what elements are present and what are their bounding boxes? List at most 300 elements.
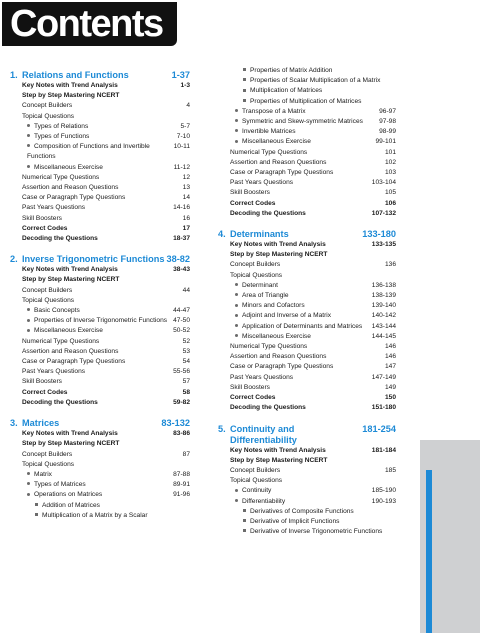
toc-entry-text: Derivatives of Composite Functions [250,507,354,515]
toc-entry-text: Past Years Questions [22,204,86,212]
toc-entry-page: 139-140 [371,302,396,310]
toc-entry[interactable] [22,142,190,162]
toc-entry[interactable] [230,362,396,372]
toc-entry-text: Assertion and Reason Questions [230,353,327,361]
toc-entry-title [230,148,385,158]
toc-entry-title [22,357,183,367]
toc-entry-text: Topical Questions [22,296,75,304]
chapter-number: 1. [10,70,18,80]
toc-entry-title [230,117,379,127]
toc-entry-text: Step by Step Mastering NCERT [22,276,120,284]
toc-entry-title [22,112,190,122]
toc-entry-text: Topical Questions [230,477,283,485]
toc-entry-page: 140-142 [371,312,396,320]
toc-entry[interactable] [22,101,190,111]
toc-entry-page: 146 [384,353,396,361]
toc-entry-title [22,193,183,203]
square-bullet-icon [243,509,246,512]
toc-entry-title [22,316,173,326]
toc-entry-page: 151-180 [371,404,396,412]
toc-entry-page: 181-184 [371,446,396,454]
toc-entry[interactable] [230,117,396,127]
toc-entry[interactable] [230,209,396,219]
toc-entry-page: 99-101 [375,138,396,146]
toc-entry[interactable] [230,178,396,188]
toc-entry-page: 185-190 [371,487,396,495]
toc-entry-title [230,127,379,137]
toc-entry[interactable] [230,250,396,260]
toc-entry-text: Key Notes with Trend Analysis [22,266,118,274]
toc-entry-title [22,122,180,132]
toc-entry-title [230,311,372,321]
chapter-number: 2. [10,254,18,265]
toc-entry-title [22,101,186,111]
toc-entry-title [230,383,385,393]
toc-entry-title [22,224,183,234]
bullet-icon [235,119,238,122]
toc-entry-text: Assertion and Reason Questions [22,347,119,355]
toc-entry-text: Differentiability [242,497,286,505]
toc-entry[interactable] [22,224,190,234]
toc-entry-title [230,507,396,517]
toc-entry-text: Assertion and Reason Questions [22,184,119,192]
toc-entry-title [230,107,379,117]
bullet-icon [27,482,30,485]
toc-entry[interactable] [22,501,190,511]
toc-entry-text: Correct Codes [230,394,276,402]
toc-entry[interactable] [230,403,396,413]
toc-entry-text: Concept Builders [22,102,73,110]
toc-entry-text: Types of Relations [34,122,89,130]
toc-entry-title [22,490,173,500]
toc-entry[interactable] [22,81,190,91]
toc-entry[interactable] [22,306,190,316]
toc-entry[interactable] [22,429,190,439]
toc-entry-page: 57 [182,378,190,386]
toc-entry-page: 12 [182,173,190,181]
toc-entry[interactable] [230,240,396,250]
toc-entry[interactable] [22,296,190,306]
square-bullet-icon [243,519,246,522]
toc-entry-text: Decoding the Questions [22,398,98,406]
toc-entry-page: 147-149 [371,373,396,381]
toc-entry-page: 96-97 [379,107,396,115]
toc-entry-page: 55-56 [173,368,190,376]
toc-entry-text: Case or Paragraph Type Questions [22,194,126,202]
toc-entry[interactable] [230,281,396,291]
toc-entry-title [230,271,396,281]
toc-entry-page: 144-145 [371,332,396,340]
toc-entry-title [230,76,396,86]
square-bullet-icon [35,513,38,516]
toc-entry-page: 14 [182,194,190,202]
toc-entry[interactable] [22,214,190,224]
toc-entry-title [22,132,177,142]
toc-entry-text: Key Notes with Trend Analysis [230,241,326,249]
toc-entry-text: Topical Questions [22,112,75,120]
toc-entry-title [230,66,396,76]
square-bullet-icon [243,529,246,532]
toc-entry[interactable] [230,393,396,403]
toc-entry-title [230,250,396,260]
toc-entry[interactable] [230,137,396,147]
toc-entry-title [22,398,173,408]
toc-entry-title [22,377,183,387]
chapter-block [10,418,190,521]
chapter-title-wrap [218,424,362,446]
toc-entry-text: Skill Boosters [22,378,62,386]
toc-entry-title [22,388,183,398]
toc-entry-title [230,199,385,209]
toc-entry[interactable] [230,507,396,517]
toc-entry-text: Properties of Scalar Multiplication of a Matrix [250,77,381,85]
bullet-icon [27,472,30,475]
toc-entry-page: 59-82 [173,398,190,406]
toc-entry[interactable] [230,271,396,281]
toc-entry-title [22,470,173,480]
contents-title-banner [2,2,177,46]
square-bullet-icon [243,99,246,102]
toc-entry[interactable] [230,97,396,107]
toc-entry-text: Concept Builders [22,286,73,294]
toc-entry[interactable] [230,291,396,301]
toc-entry[interactable] [22,173,190,183]
chapter-heading[interactable] [10,418,190,429]
chapter-title: Inverse Trigonometric Functions [22,254,165,265]
bullet-icon [235,324,238,327]
toc-entry[interactable] [22,480,190,490]
toc-entry[interactable] [230,517,396,527]
toc-entry[interactable] [22,511,190,521]
toc-entry[interactable] [230,352,396,362]
toc-entry-text: Matrix [34,470,52,478]
page-title: Contents [10,3,163,45]
toc-entry-text: Derivative of Implicit Functions [250,517,340,525]
toc-entry-title [230,497,372,507]
bullet-icon [235,129,238,132]
toc-entry-page: 58 [182,388,190,396]
toc-entry[interactable] [230,322,396,332]
toc-entry[interactable] [22,122,190,132]
toc-entry-title [22,286,183,296]
toc-entry[interactable] [22,112,190,122]
toc-entry-title [22,265,173,275]
toc-entry[interactable] [22,193,190,203]
bullet-icon [235,489,238,492]
toc-entry-title [22,460,190,470]
bullet-icon [235,140,238,143]
bullet-icon [27,308,30,311]
bullet-icon [27,493,30,496]
toc-entry[interactable] [230,373,396,383]
toc-entry-text: Determinant [242,281,278,289]
toc-entry-page: 146 [384,343,396,351]
toc-entry-text: Types of Matrices [34,481,86,489]
toc-entry-text: Miscellaneous Exercise [34,327,103,335]
toc-entry[interactable] [22,357,190,367]
chapter-item-list [230,66,396,219]
toc-entry-title [230,178,372,188]
toc-entry[interactable] [230,383,396,393]
chapter-pages: 83-132 [161,418,190,429]
toc-entry[interactable] [22,203,190,213]
toc-entry-text: Past Years Questions [230,373,294,381]
toc-entry-page: 50-52 [173,327,190,335]
toc-entry[interactable] [22,265,190,275]
chapter-title-wrap [10,70,129,81]
toc-entry-text: Step by Step Mastering NCERT [230,456,328,464]
toc-entry[interactable] [22,234,190,244]
toc-entry[interactable] [230,446,396,456]
toc-entry-page: 136 [384,261,396,269]
toc-entry-page: 44-47 [173,307,190,315]
toc-entry-title [22,326,173,336]
square-bullet-icon [243,89,246,92]
chapter-heading[interactable] [10,70,190,81]
toc-entry-text: Properties of Inverse Trigonometric Functions [34,317,168,325]
decorative-blue-bar [426,470,432,633]
bullet-icon [27,134,30,137]
toc-entry-text: Past Years Questions [22,368,86,376]
toc-entry-title [230,476,396,486]
toc-entry-page: 105 [384,189,396,197]
toc-entry-text: Assertion and Reason Questions [230,158,327,166]
toc-entry[interactable] [230,456,396,466]
toc-entry-title [22,203,173,213]
toc-entry-title [230,188,385,198]
bullet-icon [27,124,30,127]
toc-entry[interactable] [22,183,190,193]
toc-entry-text: Skill Boosters [22,214,62,222]
toc-entry[interactable] [230,527,396,537]
toc-entry-page: 87 [182,450,190,458]
toc-entry-page: 54 [182,358,190,366]
toc-entry-text: Composition of Functions and Invertible Functions [27,143,150,161]
chapter-item-list [22,81,190,244]
toc-entry[interactable] [230,332,396,342]
toc-entry-title [230,362,385,372]
toc-entry-page: 14-16 [173,204,190,212]
chapter-pages: 181-254 [362,423,396,434]
toc-entry[interactable] [230,486,396,496]
toc-entry-text: Correct Codes [230,199,276,207]
toc-entry-text: Minors and Cofactors [242,302,305,310]
toc-entry[interactable] [22,450,190,460]
toc-entry-text: Step by Step Mastering NCERT [22,440,120,448]
toc-entry-text: Numerical Type Questions [22,173,100,181]
bullet-icon [235,109,238,112]
toc-entry-title [230,209,372,219]
chapter-number: 3. [10,418,18,429]
toc-entry-page: 107-132 [371,209,396,217]
chapter-item-list [22,429,190,521]
toc-entry-page: 138-139 [371,292,396,300]
toc-entry-page: 83-86 [173,430,190,438]
toc-entry-text: Symmetric and Skew-symmetric Matrices [242,118,363,126]
toc-entry[interactable] [230,158,396,168]
chapter-title-wrap [10,418,59,429]
toc-entry[interactable] [22,377,190,387]
bullet-icon [235,304,238,307]
toc-entry-page: 7-10 [176,133,190,141]
toc-entry[interactable] [22,367,190,377]
toc-entry[interactable] [230,127,396,137]
toc-entry-text: Miscellaneous Exercise [34,163,103,171]
toc-entry-text: Concept Builders [230,466,281,474]
chapter-pages: 38-82 [166,254,190,265]
toc-entry-page: 47-50 [173,317,190,325]
toc-entry[interactable] [230,86,396,96]
toc-entry-title [22,234,173,244]
toc-entry[interactable] [22,91,190,101]
toc-entry-page: 1-3 [180,82,190,89]
toc-entry-text: Skill Boosters [230,189,270,197]
toc-entry[interactable] [230,466,396,476]
chapter-item-list [22,265,190,408]
toc-entry[interactable] [230,311,396,321]
toc-entry-text: Correct Codes [22,388,68,396]
toc-entry-title [230,342,385,352]
toc-entry-page: 38-43 [173,266,190,274]
toc-entry[interactable] [230,66,396,76]
toc-entry-text: Area of Triangle [242,292,289,300]
toc-entry[interactable] [230,476,396,486]
chapter-heading[interactable] [218,229,396,240]
toc-entry-text: Invertible Matrices [242,128,296,136]
toc-entry[interactable] [22,132,190,142]
toc-entry[interactable] [22,286,190,296]
toc-entry[interactable] [230,107,396,117]
toc-entry[interactable] [230,76,396,86]
toc-entry-title [22,163,174,173]
chapter-heading[interactable] [218,424,396,446]
toc-entry-page: 133-135 [371,241,396,249]
toc-entry-page: 16 [182,214,190,222]
toc-entry-title [22,173,183,183]
toc-entry[interactable] [230,342,396,352]
chapter-title-wrap [218,229,289,240]
toc-entry[interactable] [22,347,190,357]
toc-entry-text: Derivative of Inverse Trigonometric Functions [250,528,383,536]
toc-entry-text: Case or Paragraph Type Questions [230,169,334,177]
toc-entry-text: Addition of Matrices [42,501,100,509]
toc-entry-text: Decoding the Questions [230,404,306,412]
toc-entry-text: Transpose of a Matrix [242,107,306,115]
toc-entry[interactable] [22,490,190,500]
square-bullet-icon [243,68,246,71]
toc-entry-text: Key Notes with Trend Analysis [230,446,326,454]
toc-entry-title [230,260,385,270]
chapter-block [218,229,396,413]
chapter-number: 5. [218,423,226,434]
toc-entry-page: 11-12 [173,163,190,171]
toc-entry[interactable] [22,275,190,285]
bullet-icon [235,499,238,502]
toc-entry[interactable] [230,199,396,209]
contents-column-right [218,66,396,537]
toc-entry[interactable] [22,460,190,470]
toc-entry-text: Skill Boosters [230,383,270,391]
toc-entry-title [22,214,183,224]
toc-entry-page: 17 [182,224,190,232]
toc-entry-page: 97-98 [379,118,396,126]
toc-entry-text: Concept Builders [22,450,73,458]
toc-entry-text: Operations on Matrices [34,491,103,499]
toc-entry[interactable] [230,301,396,311]
toc-entry-page: 150 [384,394,396,402]
toc-entry[interactable] [230,188,396,198]
chapter-pages: 1-37 [171,70,190,80]
chapter-title-wrap [10,254,164,265]
toc-entry-title [22,296,190,306]
toc-entry-page: 185 [384,466,396,474]
toc-entry-text: Continuity [242,487,272,495]
toc-entry[interactable] [22,326,190,336]
toc-entry-title [22,275,190,285]
toc-entry[interactable] [230,168,396,178]
toc-entry-title [230,301,372,311]
toc-entry-title [22,142,174,162]
chapter-heading[interactable] [10,254,190,265]
toc-entry-title [22,367,173,377]
toc-entry-title [230,240,372,250]
chapter-title: Continuity and Differentiability [230,423,297,445]
toc-entry-title [230,168,385,178]
toc-entry-text: Application of Determinants and Matrices [242,322,363,330]
toc-entry-title [230,137,375,147]
toc-entry-text: Numerical Type Questions [230,343,308,351]
toc-entry-title [230,456,396,466]
toc-entry-page: 53 [182,347,190,355]
toc-entry-text: Multiplication of a Matrix by a Scalar [42,511,148,519]
toc-entry-text: Correct Codes [22,224,68,232]
toc-entry[interactable] [22,388,190,398]
toc-entry-title [22,439,190,449]
toc-entry-page: 101 [384,148,396,156]
toc-entry-title [230,517,396,527]
chapter-block [10,254,190,408]
toc-entry-title [22,81,180,91]
toc-entry-text: Topical Questions [22,460,75,468]
toc-entry[interactable] [22,337,190,347]
toc-entry-page: 98-99 [379,128,396,136]
toc-entry[interactable] [22,439,190,449]
toc-entry-page: 10-11 [173,143,190,151]
toc-entry[interactable] [230,260,396,270]
toc-entry[interactable] [230,148,396,158]
toc-entry-title [230,281,372,291]
toc-entry-page: 147 [384,363,396,371]
toc-entry-text: Numerical Type Questions [22,337,100,345]
toc-entry-page: 143-144 [371,322,396,330]
toc-entry-page: 136-138 [371,281,396,289]
toc-entry[interactable] [22,163,190,173]
toc-entry[interactable] [22,316,190,326]
toc-entry[interactable] [22,470,190,480]
toc-entry-text: Step by Step Mastering NCERT [230,251,328,259]
toc-entry-title [230,393,385,403]
toc-entry[interactable] [22,398,190,408]
toc-entry-title [22,347,183,357]
bullet-icon [27,329,30,332]
toc-entry-page: 102 [384,158,396,166]
chapter-title: Matrices [22,418,60,429]
square-bullet-icon [243,78,246,81]
toc-entry-page: 4 [186,102,190,110]
toc-entry[interactable] [230,497,396,507]
toc-entry-title [22,511,190,521]
toc-entry-title [230,291,372,301]
